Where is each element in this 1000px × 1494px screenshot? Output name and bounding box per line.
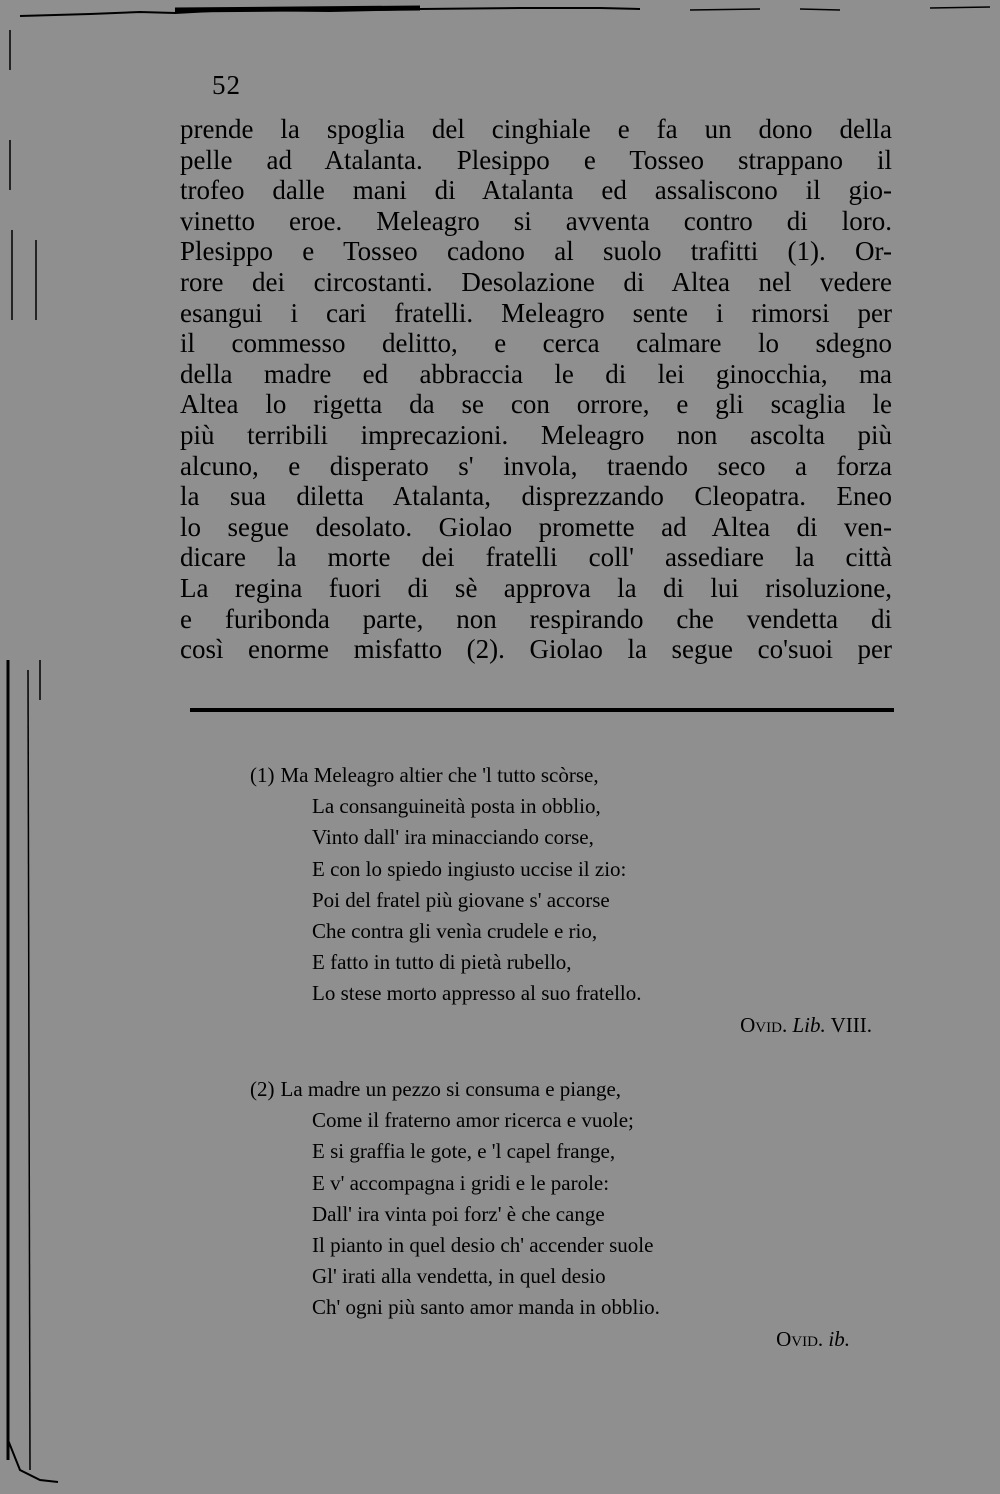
footnote-verse: E si graffia le gote, e 'l capel frange,: [312, 1139, 616, 1164]
footnote-verse: E v' accompagna i gridi e le parole:: [312, 1170, 610, 1195]
body-line: La regina fuori di sè approva la di lui risoluzione,: [180, 572, 892, 603]
body-line: esangui i cari fratelli. Meleagro sente i rimorsi per: [180, 297, 892, 328]
footnote-verse: [250, 760, 890, 791]
source-author: Ovid.: [740, 1012, 788, 1037]
body-line: e furibonda parte, non respirando che vendetta di: [180, 603, 892, 634]
source-author: Ovid.: [776, 1326, 824, 1351]
scan-left-gutter-artifact: [0, 0, 60, 1494]
body-line: lo segue desolato. Giolao promette ad Altea di ven-: [180, 511, 892, 542]
page-number: 52: [212, 70, 241, 100]
source-work: ib.: [828, 1326, 850, 1351]
body-line: così enorme misfatto (2). Giolao la segue co'suoi per: [180, 634, 892, 665]
footnote-verse: Lo stese morto appresso al suo fratello.: [312, 981, 642, 1006]
body-line: dicare la morte dei fratelli coll' assediare la città: [180, 542, 892, 573]
footnote-verse: E fatto in tutto di pietà rubello,: [312, 950, 572, 975]
footnote-verse: Poi del fratel più giovane s' accorse: [312, 887, 610, 912]
body-line: la sua diletta Atalanta, disprezzando Cleopatra. Eneo: [180, 481, 892, 512]
footnote-2: [250, 1074, 890, 1355]
footnote-verse-text: Ma Meleagro altier che 'l tutto scòrse,: [280, 763, 599, 787]
footnote-1: [250, 760, 890, 1041]
source-reference: VIII.: [830, 1012, 872, 1037]
body-line: Plesippo e Tosseo cadono al suolo trafitti (1). Or-: [180, 236, 892, 267]
body-line: il commesso delitto, e cerca calmare lo sdegno: [180, 328, 892, 359]
footnote-verse: La consanguineità posta in obblio,: [312, 794, 601, 819]
body-line: più terribili imprecazioni. Meleagro non ascolta più: [180, 419, 892, 450]
body-paragraph: [180, 114, 892, 665]
footnote-source: [250, 1010, 890, 1041]
footnote-verse: Vinto dall' ira minacciando corse,: [312, 825, 594, 850]
body-line: prende la spoglia del cinghiale e fa un dono della: [180, 114, 892, 144]
scan-top-edge-artifact: [0, 0, 1000, 22]
footnote-separator-rule: [190, 708, 894, 712]
footnote-verse: Che contra gli venìa crudele e rio,: [312, 918, 598, 943]
body-line: Altea lo rigetta da se con orrore, e gli scaglia le: [180, 389, 892, 420]
footnote-verse: [250, 1074, 890, 1105]
footnote-verse-text: La madre un pezzo si consuma e piange,: [280, 1077, 622, 1101]
footnote-verse: E con lo spiedo ingiusto uccise il zio:: [312, 856, 627, 881]
source-work: Lib.: [792, 1012, 826, 1037]
body-line: rore dei circostanti. Desolazione di Altea nel vedere: [180, 266, 892, 297]
body-line: alcuno, e disperato s' invola, traendo seco a forza: [180, 450, 892, 481]
footnote-verse: Ch' ogni più santo amor manda in obblio.: [312, 1295, 660, 1320]
footnote-verse: Gl' irati alla vendetta, in quel desio: [312, 1264, 606, 1289]
footnote-marker: (2): [250, 1077, 275, 1101]
body-line: pelle ad Atalanta. Plesippo e Tosseo strappano il: [180, 144, 892, 175]
footnote-verse: Il pianto in quel desio ch' accender suole: [312, 1232, 654, 1257]
footnote-verse: Dall' ira vinta poi forz' è che cange: [312, 1201, 605, 1226]
footnote-source: [250, 1324, 890, 1355]
body-line: trofeo dalle mani di Atalanta ed assaliscono il gio-: [180, 175, 892, 206]
footnote-marker: (1): [250, 763, 275, 787]
footnote-verse: Come il fraterno amor ricerca e vuole;: [312, 1108, 634, 1133]
body-line: della madre ed abbraccia le di lei ginocchia, ma: [180, 358, 892, 389]
body-line: vinetto eroe. Meleagro si avventa contro di loro.: [180, 205, 892, 236]
